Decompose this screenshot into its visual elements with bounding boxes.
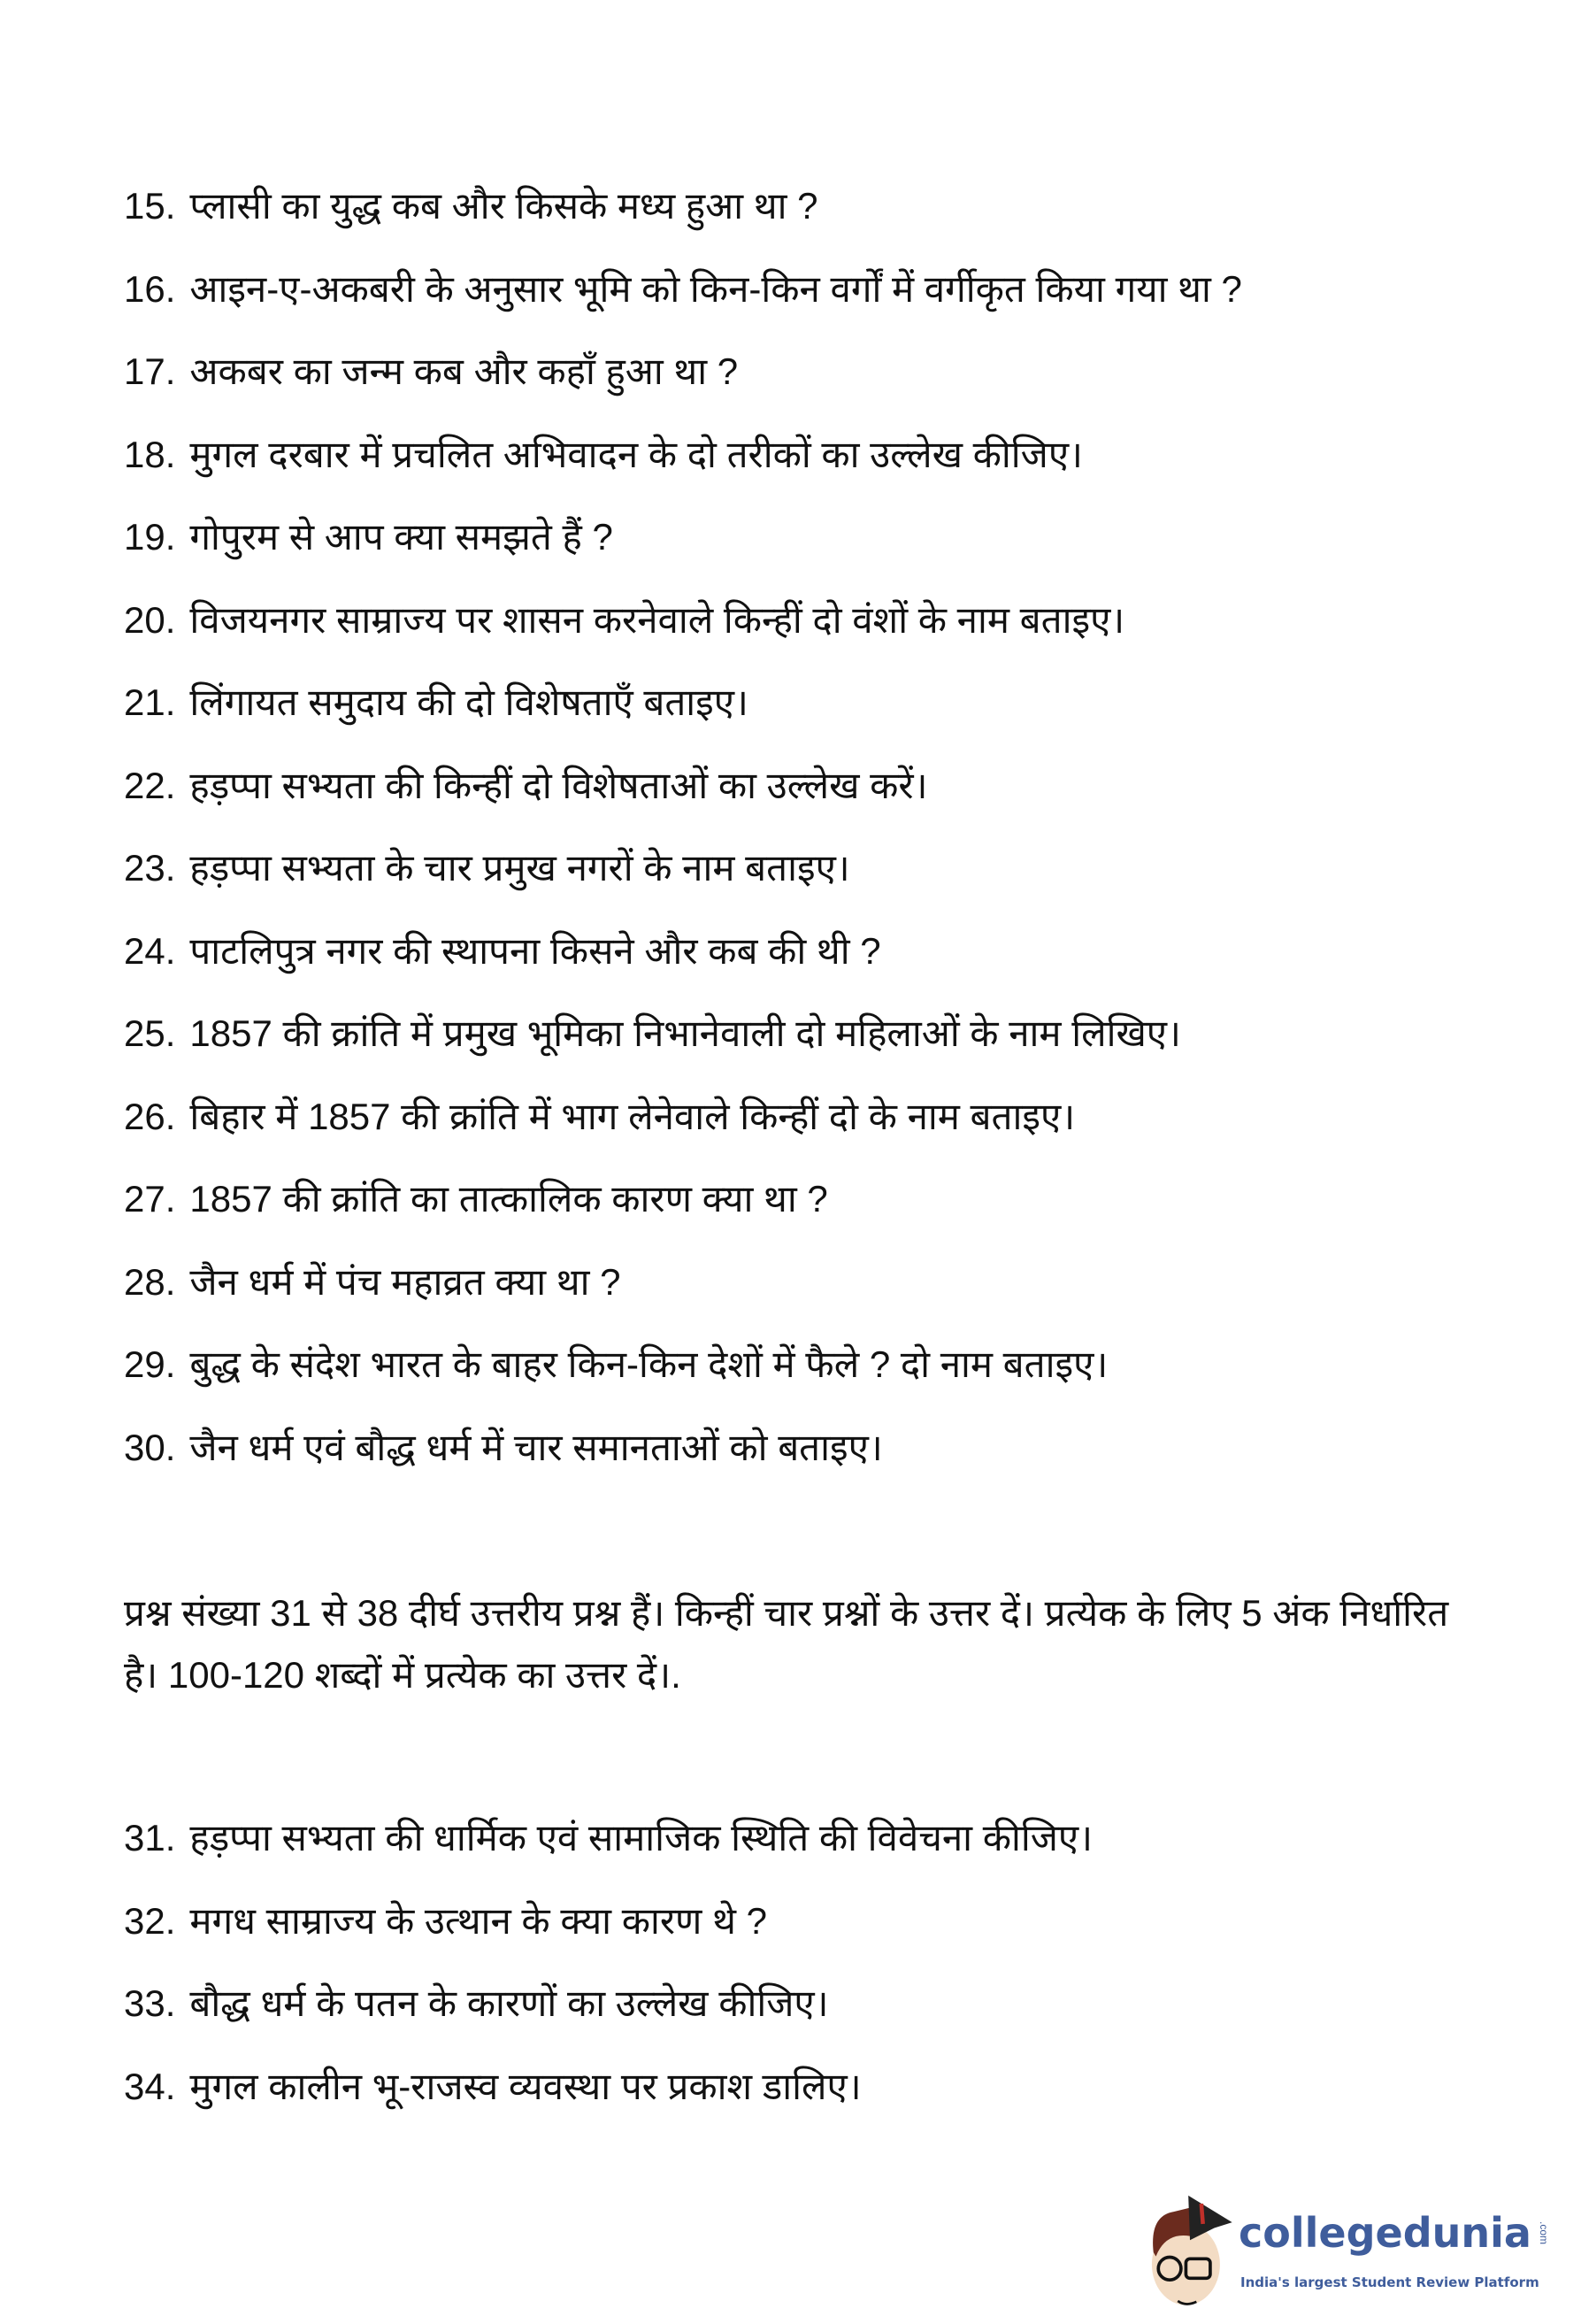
question-item [124,345,1504,398]
question-item [124,925,1504,978]
question-item [124,594,1504,647]
question-number: 34. [124,2065,176,2107]
question-item [124,842,1504,895]
questions-section-b [124,1812,1504,2143]
question-item [124,2060,1504,2113]
question-number: 15. [124,185,176,227]
question-text: हड़प्पा सभ्यता की किन्हीं दो विशेषताओं का उल्लेख करें। [189,764,928,806]
question-number: 26. [124,1095,176,1137]
question-item [124,1977,1504,2030]
question-text: 1857 की क्रांति का तात्कालिक कारण क्या था ? [189,1178,828,1220]
question-text: जैन धर्म में पंच महाव्रत क्या था ? [189,1260,621,1303]
question-item [124,759,1504,812]
question-number: 19. [124,516,176,558]
question-item [124,1256,1504,1309]
question-number: 25. [124,1012,176,1054]
question-item [124,1338,1504,1391]
question-text: पाटलिपुत्र नगर की स्थापना किसने और कब की थी ? [189,929,881,972]
question-item [124,1895,1504,1948]
logo-tagline: India's largest Student Review Platform [1240,2274,1539,2290]
question-text: बिहार में 1857 की क्रांति में भाग लेनेवाले किन्हीं दो के नाम बताइए। [189,1095,1076,1137]
question-text: अकबर का जन्म कब और कहाँ हुआ था ? [189,350,739,392]
question-number: 30. [124,1426,176,1468]
question-number: 33. [124,1982,176,2024]
question-text: जैन धर्म एवं बौद्ध धर्म में चार समानताओं को बताइए। [189,1426,883,1468]
logo-suffix: .com [1538,2221,1550,2245]
question-text: गोपुरम से आप क्या समझते हैं ? [189,516,613,558]
question-number: 27. [124,1178,176,1220]
question-text: प्लासी का युद्ध कब और किसके मध्य हुआ था ? [189,185,818,227]
question-item [124,1812,1504,1865]
question-item [124,676,1504,729]
question-number: 17. [124,350,176,392]
question-number: 29. [124,1343,176,1385]
question-text: 1857 की क्रांति में प्रमुख भूमिका निभानेवाली दो महिलाओं के नाम लिखिए। [189,1012,1181,1054]
question-text: लिंगायत समुदाय की दो विशेषताएँ बताइए। [189,681,748,723]
question-text: मुगल कालीन भू-राजस्व व्यवस्था पर प्रकाश डालिए। [189,2065,862,2107]
question-number: 28. [124,1260,176,1303]
question-text: हड़प्पा सभ्यता के चार प्रमुख नगरों के नाम बताइए। [189,847,850,889]
question-item [124,1090,1504,1143]
question-text: मुगल दरबार में प्रचलित अभिवादन के दो तरीकों का उल्लेख कीजिए। [189,433,1083,475]
question-item [124,1007,1504,1060]
question-number: 18. [124,433,176,475]
question-number: 20. [124,598,176,641]
question-item [124,1173,1504,1226]
logo-brand-text: collegedunia [1239,2209,1531,2257]
question-number: 24. [124,929,176,972]
question-number: 23. [124,847,176,889]
question-item [124,263,1504,316]
question-text: विजयनगर साम्राज्य पर शासन करनेवाले किन्हीं दो वंशों के नाम बताइए। [189,598,1125,641]
mascot-icon [1141,2186,1239,2319]
collegedunia-logo [1141,2186,1566,2319]
question-item [124,511,1504,564]
question-number: 16. [124,267,176,310]
question-text: मगध साम्राज्य के उत्थान के क्या कारण थे ? [189,1899,767,1942]
question-item [124,180,1504,233]
question-number: 32. [124,1899,176,1942]
question-number: 22. [124,764,176,806]
instruction-paragraph: प्रश्न संख्या 31 से 38 दीर्घ उत्तरीय प्रश्न हैं। किन्हीं चार प्रश्नों के उत्तर दें। प्रत्येक के लिए 5 अंक निर्धारित है। 100-120 शब्दों में प्रत्येक का उत्तर दें।. [124,1592,1449,1696]
question-text: हड़प्पा सभ्यता की धार्मिक एवं सामाजिक स्थिति की विवेचना कीजिए। [189,1817,1094,1858]
question-item [124,428,1504,481]
question-text: बौद्ध धर्म के पतन के कारणों का उल्लेख कीजिए। [189,1982,829,2024]
question-text: बुद्ध के संदेश भारत के बाहर किन-किन देशों में फैले ? दो नाम बताइए। [189,1343,1109,1385]
question-item [124,1421,1504,1474]
questions-section-a [124,180,1504,1504]
question-number: 21. [124,681,176,723]
question-number: 31. [124,1817,176,1858]
question-text: आइन-ए-अकबरी के अनुसार भूमि को किन-किन वर्गों में वर्गीकृत किया गया था ? [189,267,1242,310]
